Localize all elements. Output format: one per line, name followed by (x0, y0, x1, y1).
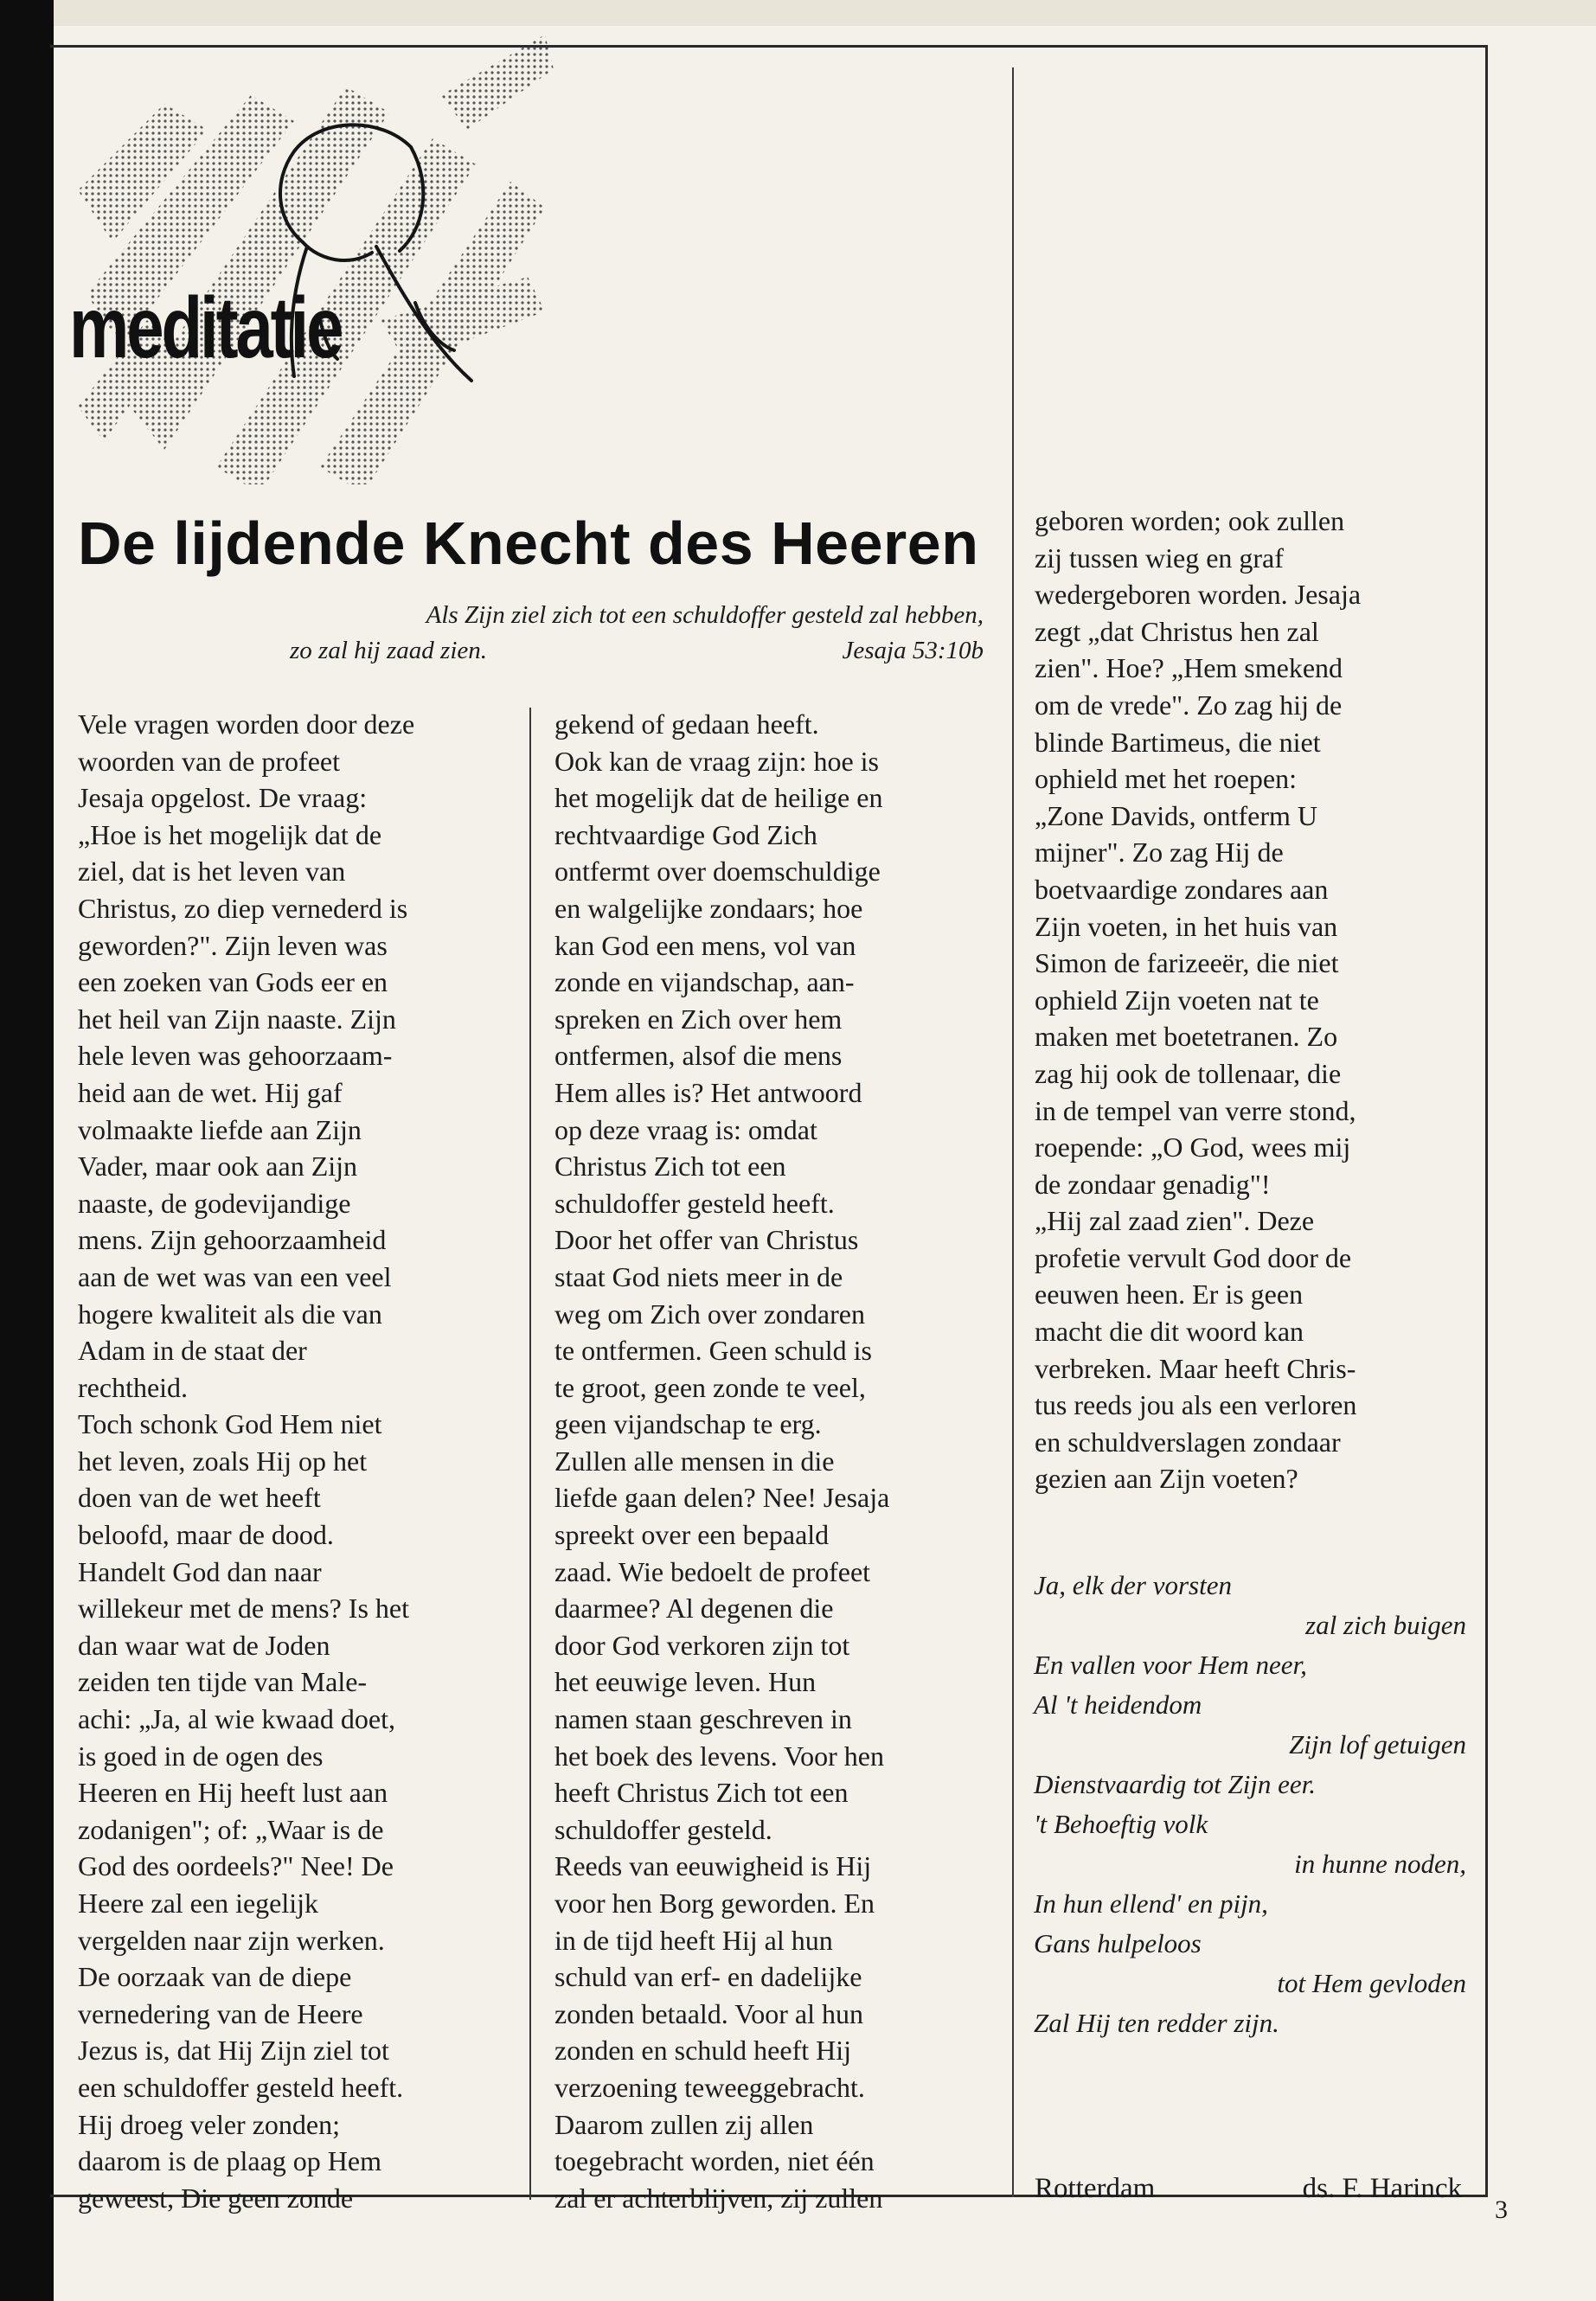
text-line: te groot, geen zonde te veel, (554, 1371, 866, 1403)
text-line: het eeuwige leven. Hun (554, 1666, 817, 1698)
text-line: spreekt over een bepaald (554, 1519, 830, 1551)
text-line: een schuldoffer gesteld heeft. (78, 2071, 404, 2103)
text-line: spreken en Zich over hem (554, 1003, 843, 1035)
signature-author: ds. F. Harinck (1302, 2173, 1462, 2204)
text-line: Daarom zullen zij allen (554, 2108, 814, 2140)
text-line: naaste, de godevijandige (78, 1187, 351, 1219)
text-line: daarom is de plaag op Hem (78, 2145, 381, 2177)
verse-line: Al 't heidendom (1034, 1689, 1202, 1720)
verse-line: Ja, elk der vorsten (1034, 1570, 1232, 1600)
text-line: dan waar wat de Joden (78, 1629, 330, 1661)
text-line: achi: „Ja, al wie kwaad doet, (78, 1703, 395, 1735)
text-line: een zoeken van Gods eer en (78, 966, 388, 998)
text-line: doen van de wet heeft (78, 1482, 321, 1514)
text-line: woorden van de profeet (78, 745, 340, 777)
text-line: is goed in de ogen des (78, 1740, 324, 1772)
text-line: geboren worden; ook zullen (1035, 505, 1345, 536)
text-line: daarmee? Al degenen die (554, 1593, 834, 1625)
text-line: staat God niets meer in de (554, 1260, 843, 1292)
text-line: Zijn voeten, in het huis van (1035, 910, 1338, 942)
text-line: Door het offer van Christus (554, 1224, 859, 1256)
verse-line: Dienstvaardig tot Zijn eer. (1034, 1769, 1317, 1799)
text-line: Christus, zo diep vernederd is (78, 892, 408, 924)
verse-line: tot Hem gevloden (1277, 1968, 1466, 1998)
text-line: „Hij zal zaad zien". Deze (1035, 1205, 1315, 1237)
top-paper-edge (0, 0, 1596, 26)
text-line: Adam in de staat der (78, 1335, 307, 1367)
text-line: schuldoffer gesteld heeft. (554, 1187, 835, 1219)
text-line: gekend of gedaan heeft. (554, 708, 819, 740)
verse-line: En vallen voor Hem neer, (1034, 1650, 1307, 1680)
text-line: heid aan de wet. Hij gaf (78, 1076, 343, 1108)
verse-line: zal zich buigen (1305, 1610, 1466, 1640)
article-column-3 (1035, 503, 1361, 1497)
binding-edge (0, 0, 54, 2301)
text-line: en schuldverslagen zondaar (1035, 1426, 1341, 1458)
text-line: toegebracht worden, niet één (554, 2145, 875, 2177)
text-line: verbreken. Maar heeft Chris- (1035, 1352, 1356, 1384)
text-line: zodanigen"; of: „Waar is de (78, 1813, 384, 1845)
meditatie-illustration (61, 35, 554, 484)
text-line: Vele vragen worden door deze (78, 708, 415, 740)
text-line: Hem alles is? Het antwoord (554, 1076, 862, 1108)
text-line: De oorzaak van de diepe (78, 1961, 352, 1993)
text-line: vergelden naar zijn werken. (78, 1924, 385, 1956)
page-number: 3 (1495, 2195, 1508, 2224)
text-line: kan God een mens, vol van (554, 929, 856, 961)
verse-line: In hun ellend' en pijn, (1034, 1888, 1268, 1919)
text-line: boetvaardige zondares aan (1035, 873, 1329, 905)
text-line: zag hij ook de tollenaar, die (1035, 1057, 1342, 1089)
text-line: het leven, zoals Hij op het (78, 1445, 368, 1477)
text-line: heeft Christus Zich tot een (554, 1777, 849, 1809)
text-line: in de tempel van verre stond, (1035, 1094, 1356, 1126)
text-line: en walgelijke zondaars; hoe (554, 892, 863, 924)
text-line: Vader, maar ook aan Zijn (78, 1150, 358, 1183)
psalm-verse (1034, 1566, 1466, 2043)
text-line: liefde gaan delen? Nee! Jesaja (554, 1482, 890, 1514)
text-line: namen staan geschreven in (554, 1703, 852, 1735)
text-line: eeuwen heen. Er is geen (1035, 1279, 1304, 1311)
section-logo-word: meditatie (69, 279, 342, 376)
verse-line: Zal Hij ten redder zijn. (1034, 2008, 1279, 2038)
text-line: zeiden ten tijde van Male- (78, 1666, 368, 1698)
text-line: Handelt God dan naar (78, 1555, 322, 1587)
text-line: tus reeds jou als een verloren (1035, 1389, 1357, 1421)
text-line: zegt „dat Christus hen zal (1035, 615, 1319, 647)
text-line: het boek des levens. Voor hen (554, 1740, 884, 1772)
article-column-1 (78, 706, 414, 2216)
text-line: zonden en schuld heeft Hij (554, 2035, 851, 2067)
text-line: blinde Bartimeus, die niet (1035, 726, 1321, 758)
text-line: ontfermen, alsof die mens (554, 1040, 843, 1072)
text-line: zien". Hoe? „Hem smekend (1035, 652, 1343, 684)
text-line: geweest, Die geen zonde (78, 2182, 354, 2214)
text-line: geen vijandschap te erg. (554, 1408, 822, 1440)
text-line: Hij droeg veler zonden; (78, 2108, 340, 2140)
text-line: Heere zal een iegelijk (78, 1888, 319, 1919)
text-line: ziel, dat is het leven van (78, 856, 346, 888)
text-line: Toch schonk God Hem niet (78, 1408, 382, 1440)
text-line: zonde en vijandschap, aan- (554, 966, 855, 998)
text-line: vernedering van de Heere (78, 1997, 363, 2029)
text-line: rechtheid. (78, 1371, 189, 1403)
verse-line: Gans hulpeloos (1034, 1928, 1202, 1958)
text-line: „Hoe is het mogelijk dat de (78, 818, 382, 850)
verse-line: Zijn lof getuigen (1289, 1729, 1466, 1759)
text-line: volmaakte liefde aan Zijn (78, 1113, 362, 1145)
text-line: ontfermt over doemschuldige (554, 856, 881, 888)
text-line: hele leven was gehoorzaam- (78, 1040, 393, 1072)
text-line: op deze vraag is: omdat (554, 1113, 817, 1145)
text-line: Heeren en Hij heeft lust aan (78, 1777, 388, 1809)
text-line: Jesaja opgelost. De vraag: (78, 782, 368, 814)
text-line: willekeur met de mens? Is het (78, 1593, 409, 1625)
text-line: door God verkoren zijn tot (554, 1629, 850, 1661)
text-line: zij tussen wieg en graf (1035, 542, 1284, 574)
text-line: ophield Zijn voeten nat te (1035, 984, 1319, 1016)
text-line: de zondaar genadig"! (1035, 1168, 1271, 1200)
text-line: het mogelijk dat de heilige en (554, 782, 883, 814)
text-line: Ook kan de vraag zijn: hoe is (554, 745, 879, 777)
text-line: hogere kwaliteit als die van (78, 1298, 382, 1330)
article-title: De lijdende Knecht des Heeren (78, 510, 979, 577)
text-line: zonden betaald. Voor al hun (554, 1997, 863, 2029)
text-line: Zullen alle mensen in die (554, 1445, 835, 1477)
text-line: God des oordeels?" Nee! De (78, 1850, 394, 1882)
text-line: schuld van erf- en dadelijke (554, 1961, 862, 1993)
text-line: „Zone Davids, ontferm U (1035, 799, 1318, 831)
article-column-2 (554, 706, 889, 2216)
verse-line: in hunne noden, (1294, 1849, 1466, 1879)
text-line: gezien aan Zijn voeten? (1035, 1463, 1298, 1495)
text-line: macht die dit woord kan (1035, 1316, 1304, 1348)
epigraph-line-2: zo zal hij zaad zien. (290, 637, 487, 664)
text-line: Reeds van eeuwigheid is Hij (554, 1850, 872, 1882)
text-line: aan de wet was van een veel (78, 1260, 392, 1292)
text-line: profetie vervult God door de (1035, 1241, 1352, 1273)
text-line: ophield met het roepen: (1035, 763, 1298, 795)
verse-line: 't Behoeftig volk (1034, 1809, 1208, 1839)
text-line: wedergeboren worden. Jesaja (1035, 579, 1362, 611)
text-line: mijner". Zo zag Hij de (1035, 836, 1284, 868)
text-line: om de vrede". Zo zag hij de (1035, 689, 1343, 721)
text-line: het heil van Zijn naaste. Zijn (78, 1003, 396, 1035)
text-line: maken met boetetranen. Zo (1035, 1021, 1338, 1053)
text-line: Simon de farizeeër, die niet (1035, 947, 1339, 979)
text-line: geworden?". Zijn leven was (78, 929, 388, 961)
signature-place: Rotterdam (1035, 2173, 1156, 2204)
text-line: voor hen Borg geworden. En (554, 1888, 875, 1919)
text-line: zaad. Wie bedoelt de profeet (554, 1555, 871, 1587)
epigraph-reference: Jesaja 53:10b (842, 637, 984, 664)
text-line: te ontfermen. Geen schuld is (554, 1335, 872, 1367)
text-line: zal er achterblijven, zij zullen (554, 2182, 883, 2214)
text-line: roepende: „O God, wees mij (1035, 1131, 1351, 1163)
text-line: schuldoffer gesteld. (554, 1813, 772, 1845)
column-divider-right (1012, 67, 1014, 2197)
text-line: beloofd, maar de dood. (78, 1519, 334, 1551)
text-line: weg om Zich over zondaren (554, 1298, 865, 1330)
column-divider-left (529, 708, 531, 2200)
text-line: rechtvaardige God Zich (554, 818, 817, 850)
text-line: verzoening teweeggebracht. (554, 2071, 865, 2103)
epigraph-line-1: Als Zijn ziel zich tot een schuldoffer gesteld zal hebben, (426, 601, 984, 629)
text-line: Jezus is, dat Hij Zijn ziel tot (78, 2035, 389, 2067)
text-line: in de tijd heeft Hij al hun (554, 1924, 833, 1956)
text-line: mens. Zijn gehoorzaamheid (78, 1224, 387, 1256)
text-line: Christus Zich tot een (554, 1150, 786, 1183)
